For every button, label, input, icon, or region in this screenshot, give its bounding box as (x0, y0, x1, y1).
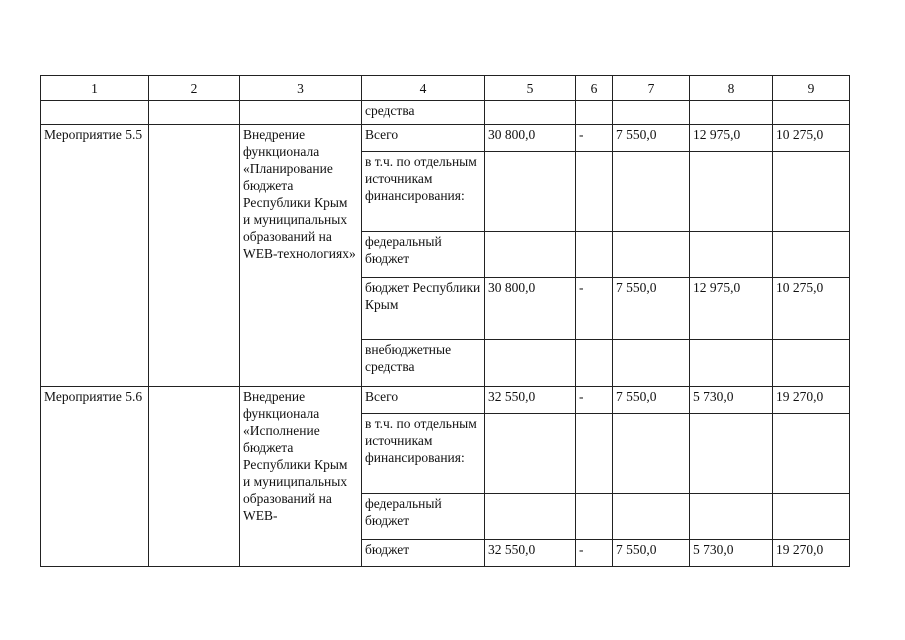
funding-source-cell: внебюджетные средства (362, 340, 485, 387)
amount-cell: - (576, 540, 613, 567)
amount-cell: 7 550,0 (613, 540, 690, 567)
amount-cell (576, 494, 613, 540)
header-cell-5: 5 (485, 76, 576, 101)
table-cell (149, 101, 240, 125)
amount-cell (773, 414, 850, 494)
amount-cell: 10 275,0 (773, 278, 850, 340)
amount-cell: 5 730,0 (690, 540, 773, 567)
table-cell (240, 101, 362, 125)
amount-cell (576, 340, 613, 387)
amount-cell (485, 494, 576, 540)
funding-source-cell: федеральный бюджет (362, 232, 485, 278)
amount-cell: - (576, 387, 613, 414)
budget-table (40, 75, 850, 567)
measure-description-cell: Внедрение функционала «Исполнение бюджета Республики Крым и муниципальных образований на WEB- (240, 387, 362, 567)
amount-cell (576, 232, 613, 278)
amount-cell (690, 340, 773, 387)
amount-cell (576, 414, 613, 494)
funding-source-cell: средства (362, 101, 485, 125)
header-cell-2: 2 (149, 76, 240, 101)
header-cell-8: 8 (690, 76, 773, 101)
amount-cell: 12 975,0 (690, 125, 773, 152)
amount-cell: 30 800,0 (485, 278, 576, 340)
funding-source-cell: в т.ч. по отдельным источникам финансирования: (362, 414, 485, 494)
table-cell (773, 101, 850, 125)
amount-cell (613, 232, 690, 278)
amount-cell (690, 414, 773, 494)
amount-cell: 7 550,0 (613, 387, 690, 414)
amount-cell (485, 340, 576, 387)
amount-cell: - (576, 278, 613, 340)
amount-cell (485, 152, 576, 232)
measure-description-cell: Внедрение функционала «Планирование бюджета Республики Крым и муниципальных образований на WEB-технологиях» (240, 125, 362, 387)
funding-source-cell: в т.ч. по отдельным источникам финансирования: (362, 152, 485, 232)
amount-cell (690, 494, 773, 540)
amount-cell: 19 270,0 (773, 540, 850, 567)
continuation-row (41, 101, 850, 125)
amount-cell (485, 232, 576, 278)
header-cell-6: 6 (576, 76, 613, 101)
amount-cell: 7 550,0 (613, 278, 690, 340)
amount-cell (613, 152, 690, 232)
header-cell-1: 1 (41, 76, 149, 101)
amount-cell (613, 340, 690, 387)
amount-cell (613, 494, 690, 540)
amount-cell: 10 275,0 (773, 125, 850, 152)
header-cell-9: 9 (773, 76, 850, 101)
table-row (41, 387, 850, 414)
amount-cell (485, 414, 576, 494)
table-cell (576, 101, 613, 125)
funding-source-cell: бюджет Республики Крым (362, 278, 485, 340)
amount-cell (773, 232, 850, 278)
funding-source-cell: Всего (362, 387, 485, 414)
header-cell-4: 4 (362, 76, 485, 101)
amount-cell (690, 232, 773, 278)
amount-cell: 5 730,0 (690, 387, 773, 414)
amount-cell (690, 152, 773, 232)
table-cell (41, 101, 149, 125)
header-cell-7: 7 (613, 76, 690, 101)
table-cell (149, 387, 240, 567)
amount-cell: 19 270,0 (773, 387, 850, 414)
amount-cell: 12 975,0 (690, 278, 773, 340)
amount-cell (773, 494, 850, 540)
amount-cell (773, 152, 850, 232)
funding-source-cell: Всего (362, 125, 485, 152)
amount-cell: - (576, 125, 613, 152)
table-cell (690, 101, 773, 125)
amount-cell: 32 550,0 (485, 540, 576, 567)
measure-name-cell: Мероприятие 5.5 (41, 125, 149, 387)
measure-name-cell: Мероприятие 5.6 (41, 387, 149, 567)
amount-cell (773, 340, 850, 387)
amount-cell (576, 152, 613, 232)
header-cell-3: 3 (240, 76, 362, 101)
funding-source-cell: федеральный бюджет (362, 494, 485, 540)
table-cell (485, 101, 576, 125)
amount-cell (613, 414, 690, 494)
table-row (41, 125, 850, 152)
table-cell (613, 101, 690, 125)
amount-cell: 32 550,0 (485, 387, 576, 414)
table-cell (149, 125, 240, 387)
header-row (41, 76, 850, 101)
amount-cell: 30 800,0 (485, 125, 576, 152)
amount-cell: 7 550,0 (613, 125, 690, 152)
funding-source-cell: бюджет (362, 540, 485, 567)
